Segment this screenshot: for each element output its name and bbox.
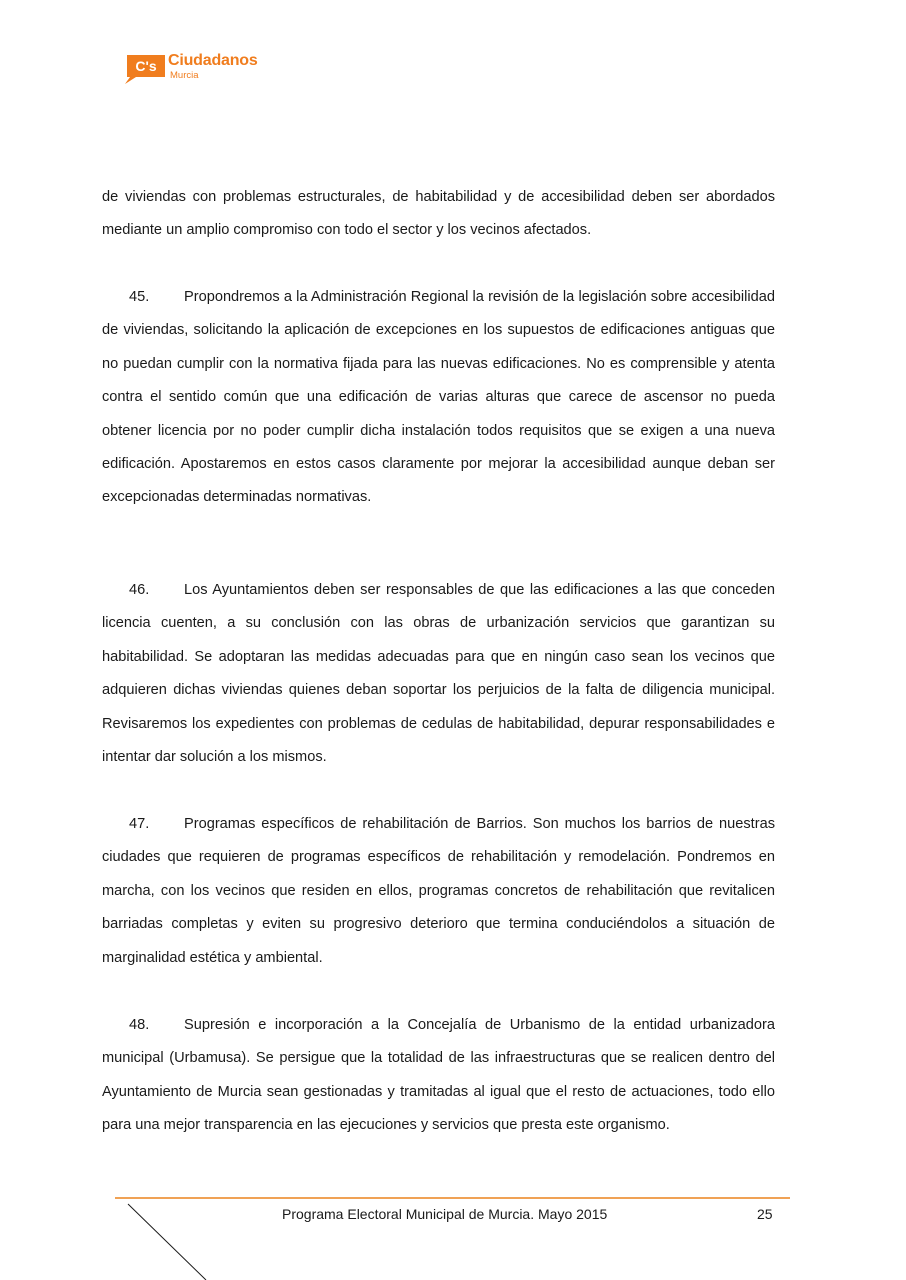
page-number: 25 (757, 1206, 773, 1222)
item-47 (102, 808, 775, 975)
item-number: 45. (129, 289, 150, 305)
item-48 (102, 1009, 775, 1143)
logo-badge-text: C's (135, 58, 157, 74)
item-number: 47. (129, 816, 150, 832)
footer-title: Programa Electoral Municipal de Murcia. Mayo 2015 (282, 1206, 608, 1222)
item-number: 46. (129, 582, 150, 598)
logo-region: Murcia (170, 70, 199, 81)
item-number: 48. (129, 1017, 150, 1033)
decorative-diagonal-line (126, 1202, 208, 1280)
intro-paragraph (102, 181, 775, 248)
footer-divider (115, 1197, 790, 1199)
item-text: Supresión e incorporación a la Concejalía de Urbanismo de la entidad urbanizadora municipal (Urbamusa). Se persigue que la totalidad de las infraestructuras que se realicen dentro del Ayuntamiento de Murcia sean gestionadas y tramitadas al igual que el resto de actuaciones, todo ello para una mejor transparencia en las ejecuciones y servicios que presta este organismo. (102, 1017, 775, 1134)
item-text: Los Ayuntamientos deben ser responsables de que las edificaciones a las que conceden licencia cuenten, a su conclusión con las obras de urbanización servicios que garantizan su habitabilidad. Se adoptaran las medidas adecuadas para que en ningún caso sean los vecinos que adquieren dichas viviendas quienes deban soportar los perjuicios de la falta de diligencia municipal. Revisaremos los expedientes con problemas de cedulas de habitabilidad, depurar responsabilidades e intentar dar solución a los mismos. (102, 582, 775, 766)
intro-text: de viviendas con problemas estructurales, de habitabilidad y de accesibilidad deben ser abordados mediante un amplio compromiso con todo el sector y los vecinos afectados. (102, 189, 775, 239)
item-45 (102, 281, 775, 515)
item-text: Programas específicos de rehabilitación de Barrios. Son muchos los barrios de nuestras ciudades que requieren de programas específicos de rehabilitación y remodelación. Pondremos en marcha, con los vecinos que residen en ellos, programas concretos de rehabilitación que revitalicen barriadas completas y eviten su progresivo deterioro que termina conduciéndolos a situación de marginalidad estética y ambiental. (102, 816, 775, 966)
item-text: Propondremos a la Administración Regional la revisión de la legislación sobre accesibilidad de viviendas, solicitando la aplicación de excepciones en los supuestos de edificaciones antiguas que no puedan cumplir con la normativa fijada para las nuevas edificaciones. No es comprensible y atenta contra el sentido común que una edificación de varias alturas que carece de ascensor no pueda obtener licencia por no poder cumplir dicha instalación todos requisitos que se exigen a una nueva edificación. Apostaremos en estos casos claramente por mejorar la accesibilidad aunque deban ser excepcionadas determinadas normativas. (102, 289, 775, 506)
logo-name: Ciudadanos (168, 52, 258, 69)
ciudadanos-logo (124, 52, 274, 86)
speech-bubble-logo-icon (124, 54, 166, 84)
item-46 (102, 574, 775, 774)
